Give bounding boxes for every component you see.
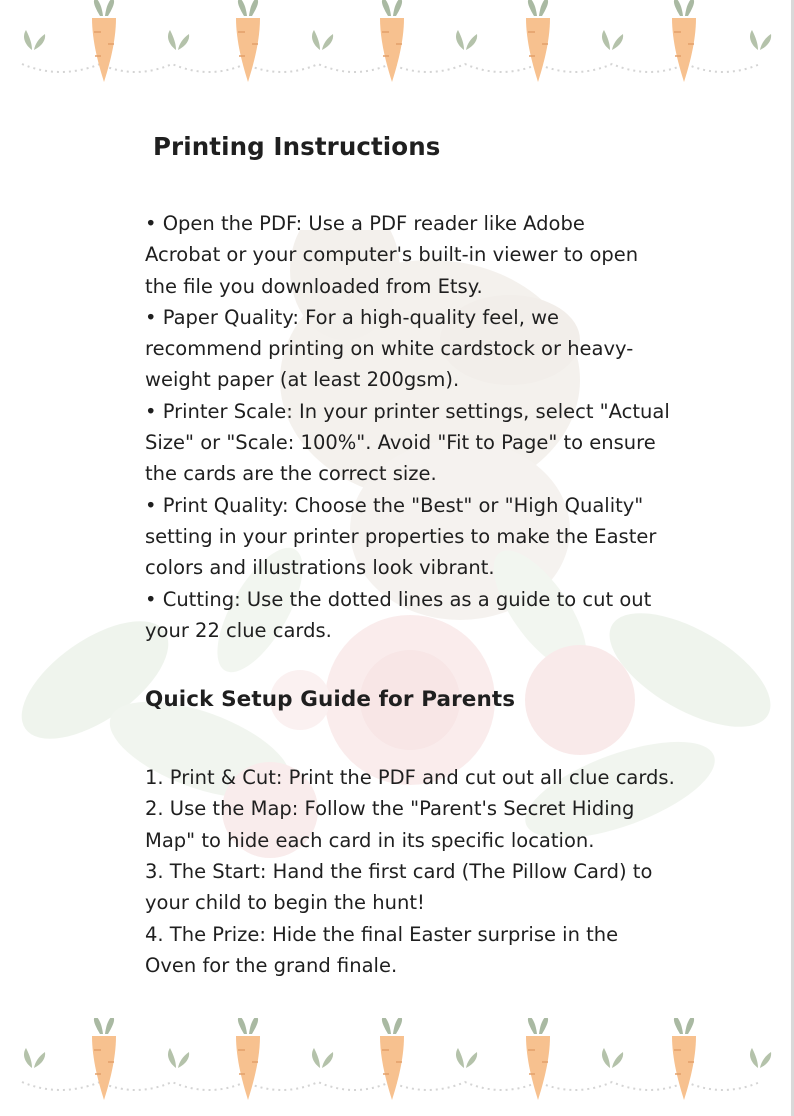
setup-line: your child to begin the hunt! bbox=[145, 891, 425, 915]
sprout-icon bbox=[312, 1048, 333, 1068]
carrot-icon bbox=[672, 0, 696, 82]
instruction-line: weight paper (at least 200gsm). bbox=[145, 368, 460, 392]
carrot-icon bbox=[92, 0, 116, 82]
setup-guide-list bbox=[145, 762, 705, 981]
setup-guide-title: Quick Setup Guide for Parents bbox=[145, 687, 516, 713]
printing-instructions-title: Printing Instructions bbox=[153, 132, 441, 161]
carrot-icon bbox=[526, 0, 550, 82]
instruction-line: setting in your printer properties to make the Easter bbox=[145, 524, 657, 548]
sprout-icon bbox=[168, 30, 189, 50]
instructions-content bbox=[145, 130, 705, 981]
setup-line: 1. Print & Cut: Print the PDF and cut out all clue cards. bbox=[145, 766, 675, 790]
top-carrot-border bbox=[0, 0, 794, 96]
setup-line: Map" to hide each card in its specific location. bbox=[145, 828, 595, 852]
instruction-line: • Cutting: Use the dotted lines as a guide to cut out bbox=[145, 587, 652, 611]
instruction-line: • Paper Quality: For a high-quality feel, we bbox=[145, 305, 560, 329]
carrot-icon bbox=[92, 1018, 116, 1100]
sprout-icon bbox=[750, 1048, 771, 1068]
setup-line: 3. The Start: Hand the first card (The Pillow Card) to bbox=[145, 860, 653, 884]
carrot-icon bbox=[380, 0, 404, 82]
sprout-icon bbox=[750, 30, 771, 50]
instruction-line: Acrobat or your computer's built-in viewer to open bbox=[145, 243, 639, 267]
sprout-icon bbox=[168, 1048, 189, 1068]
sprout-icon bbox=[312, 30, 333, 50]
sprout-icon bbox=[24, 30, 45, 50]
carrot-icon bbox=[526, 1018, 550, 1100]
sprout-icon bbox=[456, 30, 477, 50]
instruction-line: the cards are the correct size. bbox=[145, 462, 437, 486]
carrot-icon bbox=[672, 1018, 696, 1100]
sprout-icon bbox=[602, 30, 623, 50]
instruction-line: colors and illustrations look vibrant. bbox=[145, 556, 495, 580]
carrot-icon bbox=[236, 1018, 260, 1100]
instruction-line: • Print Quality: Choose the "Best" or "High Quality" bbox=[145, 493, 644, 517]
setup-line: 2. Use the Map: Follow the "Parent's Secret Hiding bbox=[145, 797, 635, 821]
setup-line: Oven for the grand finale. bbox=[145, 953, 398, 977]
printing-instructions-list bbox=[145, 208, 705, 646]
instruction-line: • Printer Scale: In your printer settings, select "Actual bbox=[145, 399, 670, 423]
sprout-icon bbox=[602, 1048, 623, 1068]
instruction-line: recommend printing on white cardstock or heavy- bbox=[145, 337, 634, 361]
bottom-carrot-border bbox=[0, 1018, 794, 1114]
instruction-line: Size" or "Scale: 100%". Avoid "Fit to Page" to ensure bbox=[145, 431, 656, 455]
instruction-line: • Open the PDF: Use a PDF reader like Adobe bbox=[145, 212, 585, 235]
carrot-icon bbox=[236, 0, 260, 82]
carrot-icon bbox=[380, 1018, 404, 1100]
setup-line: 4. The Prize: Hide the final Easter surprise in the bbox=[145, 922, 619, 946]
sprout-icon bbox=[24, 1048, 45, 1068]
instruction-line: the file you downloaded from Etsy. bbox=[145, 274, 483, 298]
sprout-icon bbox=[456, 1048, 477, 1068]
instruction-line: your 22 clue cards. bbox=[145, 618, 332, 642]
